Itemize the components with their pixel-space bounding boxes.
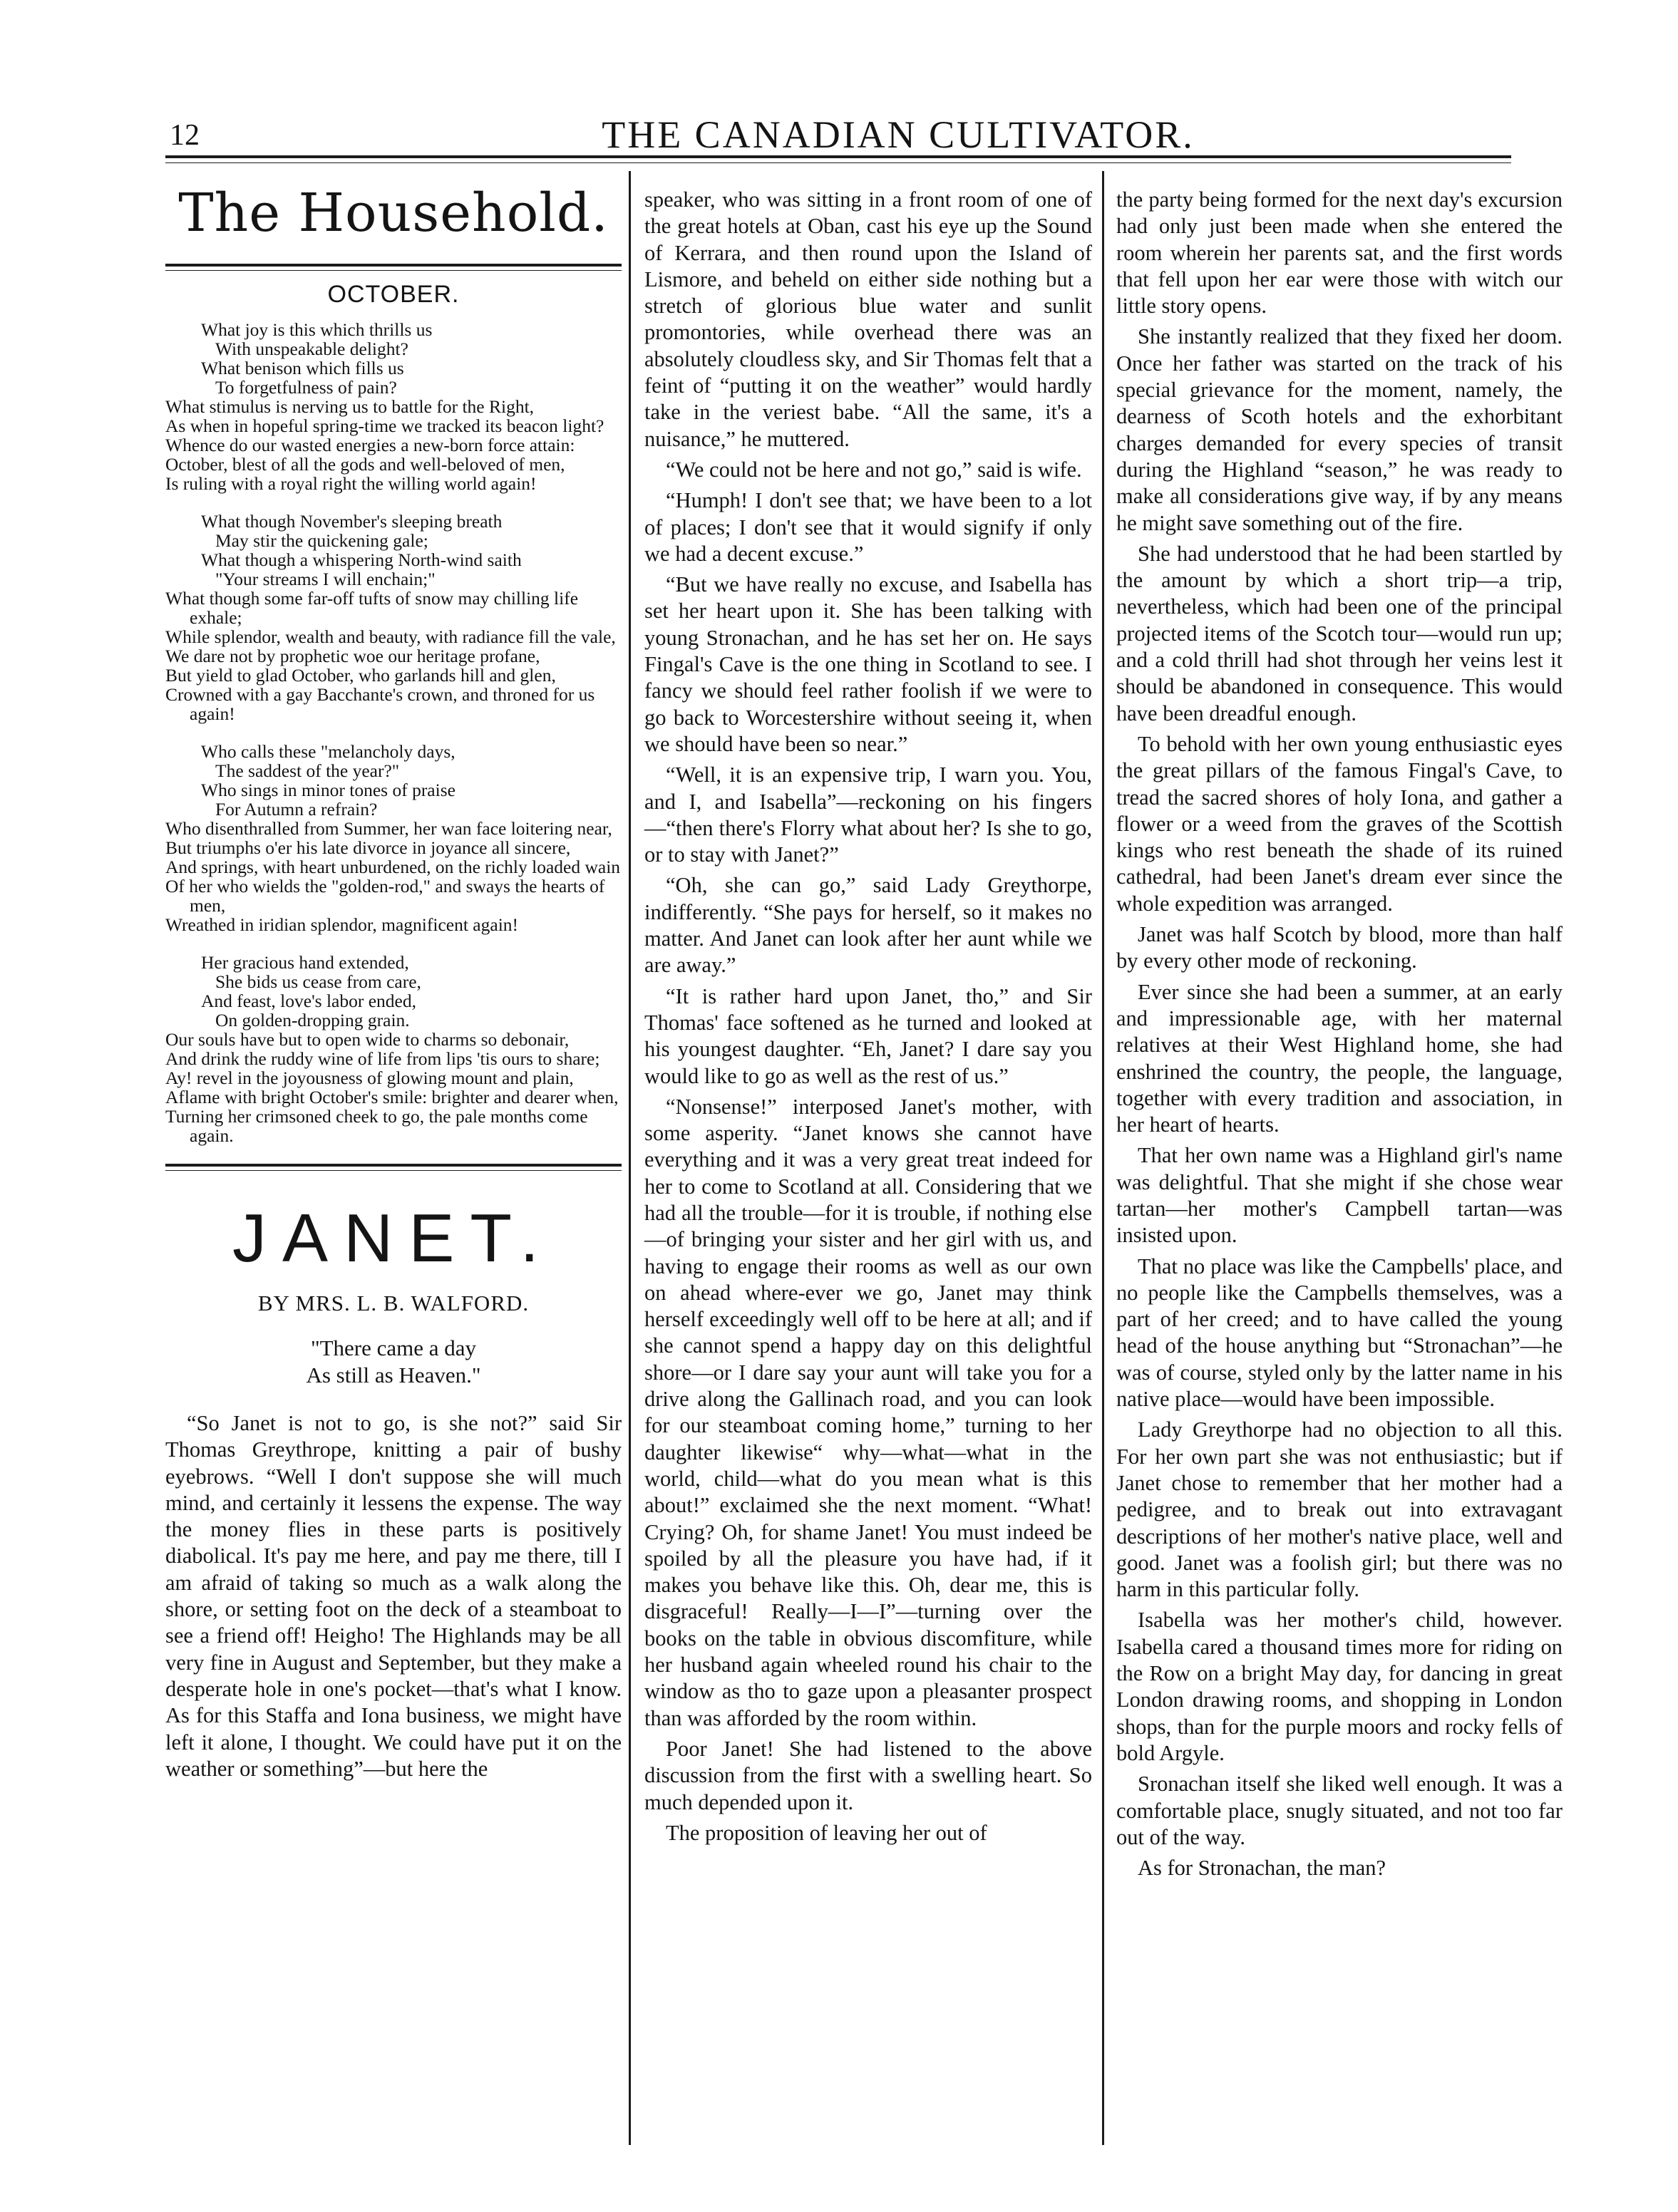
story-paragraph: “Well, it is an expensive trip, I warn you. You, and I, and Isabella”—reckoning on his fingers—“then there's Florry what about her? Is she to go, or to stay with Janet?” (644, 763, 1092, 867)
story-text-column-3 (1116, 187, 1563, 1881)
poem-line: For Autumn a refrain? (215, 799, 378, 820)
story-paragraph: The proposition of leaving her out of (666, 1820, 987, 1845)
poem-line: As when in hopeful spring-time we tracked its beacon light? (165, 415, 604, 436)
story-paragraph: “Humph! I don't see that; we have been to a lot of places; I don't see that it would signify if only we had a decent excuse.” (644, 488, 1092, 566)
poem-line: Of her who wields the "golden-rod," and sways the hearts of men, (165, 876, 605, 916)
section-rule (165, 264, 622, 271)
poem-line: Ay! revel in the joyousness of glowing mount and plain, (165, 1068, 574, 1088)
story-paragraph: Janet was half Scotch by blood, more than half by every other mode of reckoning. (1116, 922, 1563, 973)
column-2 (644, 187, 1092, 1846)
poem-line: On golden-dropping grain. (215, 1010, 410, 1030)
poem-line: While splendor, wealth and beauty, with radiance fill the vale, (165, 626, 616, 647)
story-paragraph: Sronachan itself she liked well enough. It was a comfortable place, snugly situated, and not too far out of the way. (1116, 1772, 1563, 1849)
poem-line: Aflame with bright October's smile: brighter and dearer when, (165, 1087, 619, 1107)
poem-line: What joy is this which thrills us (201, 319, 433, 340)
column-divider-1 (629, 171, 631, 2145)
story-epigraph (165, 1335, 622, 1389)
poem-line: Turning her crimsoned cheek to go, the pale months come again. (165, 1106, 588, 1146)
story-paragraph: “We could not be here and not go,” said is wife. (666, 457, 1082, 482)
poem-line: But triumphs o'er his late divorce in joyance all sincere, (165, 837, 571, 858)
story-paragraph: She had understood that he had been startled by the amount by which a short trip—a trip, nevertheless, which had been one of the principal projected items of the Scotch tour—would run up; and a cold thrill had shot through her veins lest it should be abandoned in consequence. This would have been dreadful enough. (1116, 541, 1563, 725)
story-paragraph: Ever since she had been a summer, at an early and impressionable age, with her maternal relatives at their West Highland home, she had enshrined the country, the people, the language, together with every tradition and association, in her heart of hearts. (1116, 979, 1563, 1137)
poem-line: And springs, with heart unburdened, on the richly loaded wain (165, 857, 621, 877)
poem-stanza (165, 742, 622, 934)
column-3 (1116, 187, 1563, 1881)
story-paragraph: Isabella was her mother's child, however. Isabella cared a thousand times more for riding on the Row on a bright May day, for dancing in great London drawing rooms, and shopping in London shops, than for the purple moors and rocky fells of bold Argyle. (1116, 1608, 1563, 1765)
story-paragraph: That her own name was a Highland girl's name was delightful. That she might if she chose wear tartan—her mother's Campbell tartan—was insisted upon. (1116, 1143, 1563, 1248)
poem-october (165, 320, 622, 1145)
poem-line: To forgetfulness of pain? (215, 377, 397, 398)
poem-line: What though a whispering North-wind saith (201, 549, 522, 570)
poem-line: But yield to glad October, who garlands hill and glen, (165, 665, 556, 686)
poem-line: Wreathed in iridian splendor, magnificent again! (165, 914, 519, 935)
poem-title: OCTOBER. (327, 281, 460, 308)
column-1 (165, 171, 622, 1782)
poem-line: The saddest of the year?" (215, 760, 400, 781)
poem-line: What stimulus is nerving us to battle for the Right, (165, 396, 535, 417)
column-divider-2 (1102, 171, 1104, 2145)
header-rule-thin (165, 162, 1511, 163)
poem-line: Crowned with a gay Bacchante's crown, and throned for us again! (165, 684, 595, 724)
poem-line: With unspeakable delight? (215, 338, 408, 359)
masthead: THE CANADIAN CULTIVATOR. (602, 113, 1195, 156)
poem-line: Our souls have but to open wide to charms so debonair, (165, 1029, 570, 1050)
story-byline: BY MRS. L. B. WALFORD. (257, 1291, 530, 1316)
poem-line: What benison which fills us (201, 358, 404, 378)
story-title: JANET. (232, 1200, 555, 1276)
header-rule (165, 155, 1511, 158)
story-paragraph: “But we have really no excuse, and Isabella has set her heart upon it. She has been talking with young Stronachan, and he has set her on. He says Fingal's Cave is the one thing in Scotland to see. I fancy we should feel rather foolish if we were to go back to Worcestershire without seeing it, when we should have been so near.” (644, 572, 1092, 756)
story-text-column-1 (165, 1410, 622, 1782)
poem-line: Is ruling with a royal right the willing world again! (165, 473, 537, 494)
poem-line: We dare not by prophetic woe our heritage profane, (165, 646, 540, 666)
story-paragraph: the party being formed for the next day's excursion had only just been made when she entered the room wherein her parents sat, and the first words that fell upon her ear were those with witch our little story opens. (1116, 187, 1563, 319)
story-text-column-2 (644, 187, 1092, 1846)
poem-line: May stir the quickening gale; (215, 530, 428, 551)
story-paragraph: “Oh, she can go,” said Lady Greythorpe, indifferently. “She pays for herself, so it makes no matter. And Janet can look after her aunt while we are away.” (644, 873, 1092, 978)
poem-line: "Your streams I will enchain;" (215, 569, 436, 589)
story-paragraph: “Nonsense!” interposed Janet's mother, with some asperity. “Janet knows she cannot have everything and it was a very great treat indeed for her to come to Scotland at all. Considering that we had all the trouble—for it is trouble, if nothing else—of bringing your sister and her girl with us, and having to engage their rooms as well as our own on ahead where-ever we go, Janet may think herself exceedingly well off to be here at all; and if she cannot spend a happy day on this delightful shore—or I dare say your aunt will take you for a drive along the Gallinach road, and you can look for our steamboat coming home,” turning to her daughter likewise“ why—what—what in the world, child—what do you mean what is this about!” exclaimed she the next moment. “What! Crying? Oh, for shame Janet! You must indeed be spoiled by all the pleasure you have had, if it makes you behave like this. Oh, dear me, this is disgraceful! Really—I—I”—turning over the books on the table in obvious discomfiture, while her husband again wheeled round his chair to the window as tho to gaze upon a pleasanter prospect than was afforded by the room within. (644, 1094, 1092, 1730)
poem-line: Her gracious hand extended, (201, 952, 409, 973)
poem-line: Who calls these "melancholy days, (201, 741, 455, 762)
story-paragraph: Lady Greythorpe had no objection to all this. For her own part she was not enthusiastic; but if Janet chose to remember that her mother had a pedigree, and to break out into extravagant descriptions of her mother's native place, well and good. Janet was a foolish girl; but there was no harm in this particular folly. (1116, 1417, 1563, 1602)
epigraph-line: As still as Heaven." (306, 1363, 481, 1387)
poem-line: What though November's sleeping breath (201, 511, 503, 532)
poem-line: October, blest of all the gods and well-beloved of men, (165, 454, 565, 475)
story-paragraph: “So Janet is not to go, is she not?” said Sir Thomas Greythrope, knitting a pair of bushy eyebrows. “Well I don't suppose she will much mind, and certainly it lessens the expense. The way the money flies in these parts is positively diabolical. It's pay me here, and pay me there, till I am afraid of taking so much as a walk along the shore, or setting foot on the deck of a steamboat to see a friend off! Heigho! The Highlands may be all very fine in August and September, but they make a desperate hole in one's pocket—that's what I know. As for this Staffa and Iona business, we might have left it alone, I thought. We could have put it on the weather or something”—but here the (165, 1411, 622, 1781)
story-paragraph: She instantly realized that they fixed her doom. Once her father was started on the track of his special grievance for the moment, namely, the dearness of Scoth hotels and the exhorbitant charges demanded for every species of transit during the Highland “season,” he was ready to make all considerations give way, if by any means he might save something out of the fire. (1116, 324, 1563, 535)
poem-stanza (165, 953, 622, 1145)
poem-end-rule (165, 1164, 622, 1171)
story-paragraph: speaker, who was sitting in a front room of one of the great hotels at Oban, cast his eye up the Sound of Kerrara, and then round upon the Island of Lismore, and beheld on either side nothing but a stretch of glorious blue water and sunlit promontories, while overhead there was an absolutely cloudless sky, and Sir Thomas felt that a feint of “putting it on the weather” would hardly take in the veriest babe. “All the same, it's a nuisance,” he muttered. (644, 187, 1092, 451)
page-number: 12 (170, 119, 200, 152)
story-paragraph: Poor Janet! She had listened to the above discussion from the first with a swelling heart. So much depended upon it. (644, 1736, 1092, 1814)
poem-line: And feast, love's labor ended, (201, 991, 417, 1011)
poem-line: What though some far-off tufts of snow may chilling life exhale; (165, 588, 579, 628)
poem-stanza (165, 320, 622, 493)
epigraph-line: "There came a day (310, 1335, 477, 1360)
poem-line: Whence do our wasted energies a new-born force attain: (165, 435, 575, 455)
poem-line: She bids us cease from care, (215, 971, 421, 992)
poem-line: Who disenthralled from Summer, her wan face loitering near, (165, 818, 612, 839)
story-paragraph: “It is rather hard upon Janet, tho,” and Sir Thomas' face softened as he turned and looked at his youngest daughter. “Eh, Janet? I dare say you would like to go as well as the rest of us.” (644, 983, 1092, 1088)
story-paragraph: To behold with her own young enthusiastic eyes the great pillars of the famous Fingal's Cave, to tread the sacred shores of holy Iona, and gather a flower or a weed from the graves of the Scottish kings who rest beneath the shade of its ruined cathedral, had been Janet's dream ever since the whole expedition was arranged. (1116, 731, 1563, 916)
poem-line: Who sings in minor tones of praise (201, 780, 455, 800)
story-paragraph: As for Stronachan, the man? (1138, 1856, 1386, 1881)
poem-stanza (165, 512, 622, 723)
story-paragraph: That no place was like the Campbells' place, and no people like the Campbells themselves, was a part of her creed; and to have called the young head of the house anything but “Stronachan”—he was of course, styled only by the latter name in his native place—would have been impossible. (1116, 1254, 1563, 1412)
poem-line: And drink the ruddy wine of life from lips 'tis ours to share; (165, 1048, 600, 1069)
section-title: The Household. (178, 182, 609, 244)
